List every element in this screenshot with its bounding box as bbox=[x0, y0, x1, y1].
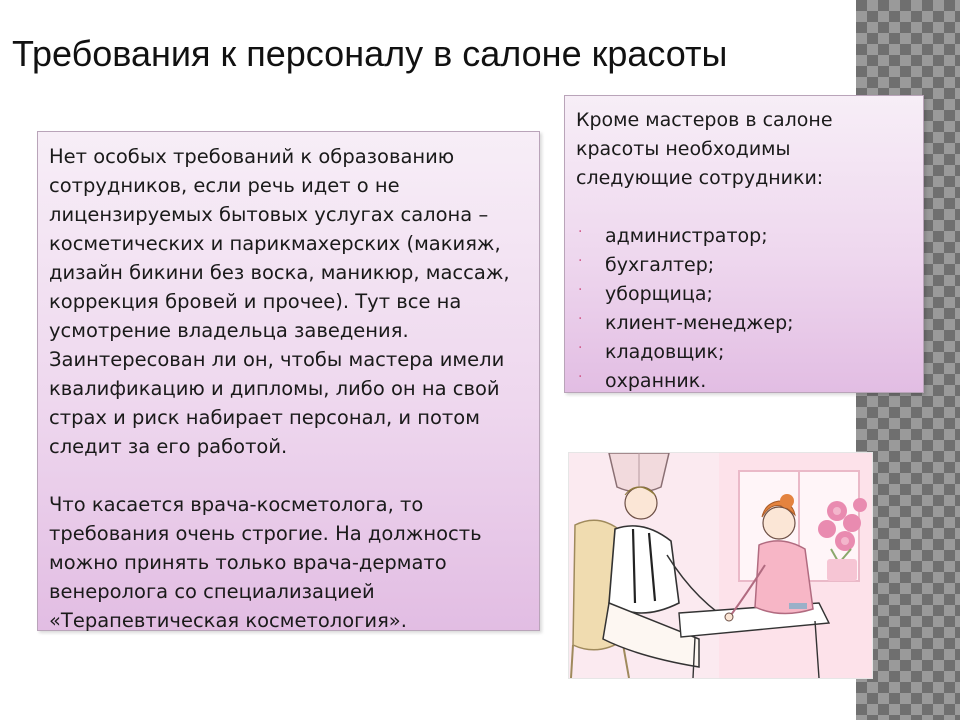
bullet-icon: · bbox=[578, 311, 583, 327]
staff-item-label: клиент-менеджер; bbox=[605, 312, 794, 334]
staff-list-item bbox=[576, 338, 911, 367]
slide-title: Требования к персоналу в салоне красоты bbox=[12, 33, 728, 74]
staff-item-label: охранник. bbox=[605, 370, 707, 392]
bullet-icon: · bbox=[578, 340, 583, 356]
staff-list-item bbox=[576, 280, 911, 309]
staff-list-box bbox=[564, 95, 924, 393]
bullet-icon: · bbox=[578, 369, 583, 385]
requirements-text-box bbox=[37, 131, 540, 631]
bullet-icon: · bbox=[578, 224, 583, 240]
staff-list-intro: Кроме мастеров в салоне красоты необходимы следующие сотрудники: bbox=[576, 109, 833, 189]
bullet-icon: · bbox=[578, 282, 583, 298]
bullet-icon: · bbox=[578, 253, 583, 269]
staff-list-item bbox=[576, 367, 911, 396]
staff-list bbox=[576, 222, 911, 396]
requirements-paragraph-2: Что касается врача-косметолога, то требования очень строгие. На должность можно принять только врача-дермато венеролога со специализацией «Терапевтическая косметология». bbox=[49, 493, 482, 632]
staff-list-item bbox=[576, 251, 911, 280]
manicure-salon-illustration bbox=[568, 452, 873, 679]
staff-list-item bbox=[576, 309, 911, 338]
staff-item-label: бухгалтер; bbox=[605, 254, 715, 276]
staff-list-item bbox=[576, 222, 911, 251]
staff-item-label: уборщица; bbox=[605, 283, 713, 305]
requirements-paragraph-1: Нет особых требований к образованию сотрудников, если речь идет о не лицензируемых бытовых услугах салона – косметических и парикмахерских (макияж, дизайн бикини без воска, маникюр, массаж, коррекция бровей и прочее). Тут все на усмотрение владельца заведения. Заинтересован ли он, чтобы мастера имели квалификацию и дипломы, либо он на свой страх и риск набирает персонал, и потом следит за его работой. bbox=[49, 145, 510, 458]
staff-item-label: администратор; bbox=[605, 225, 768, 247]
staff-item-label: кладовщик; bbox=[605, 341, 725, 363]
